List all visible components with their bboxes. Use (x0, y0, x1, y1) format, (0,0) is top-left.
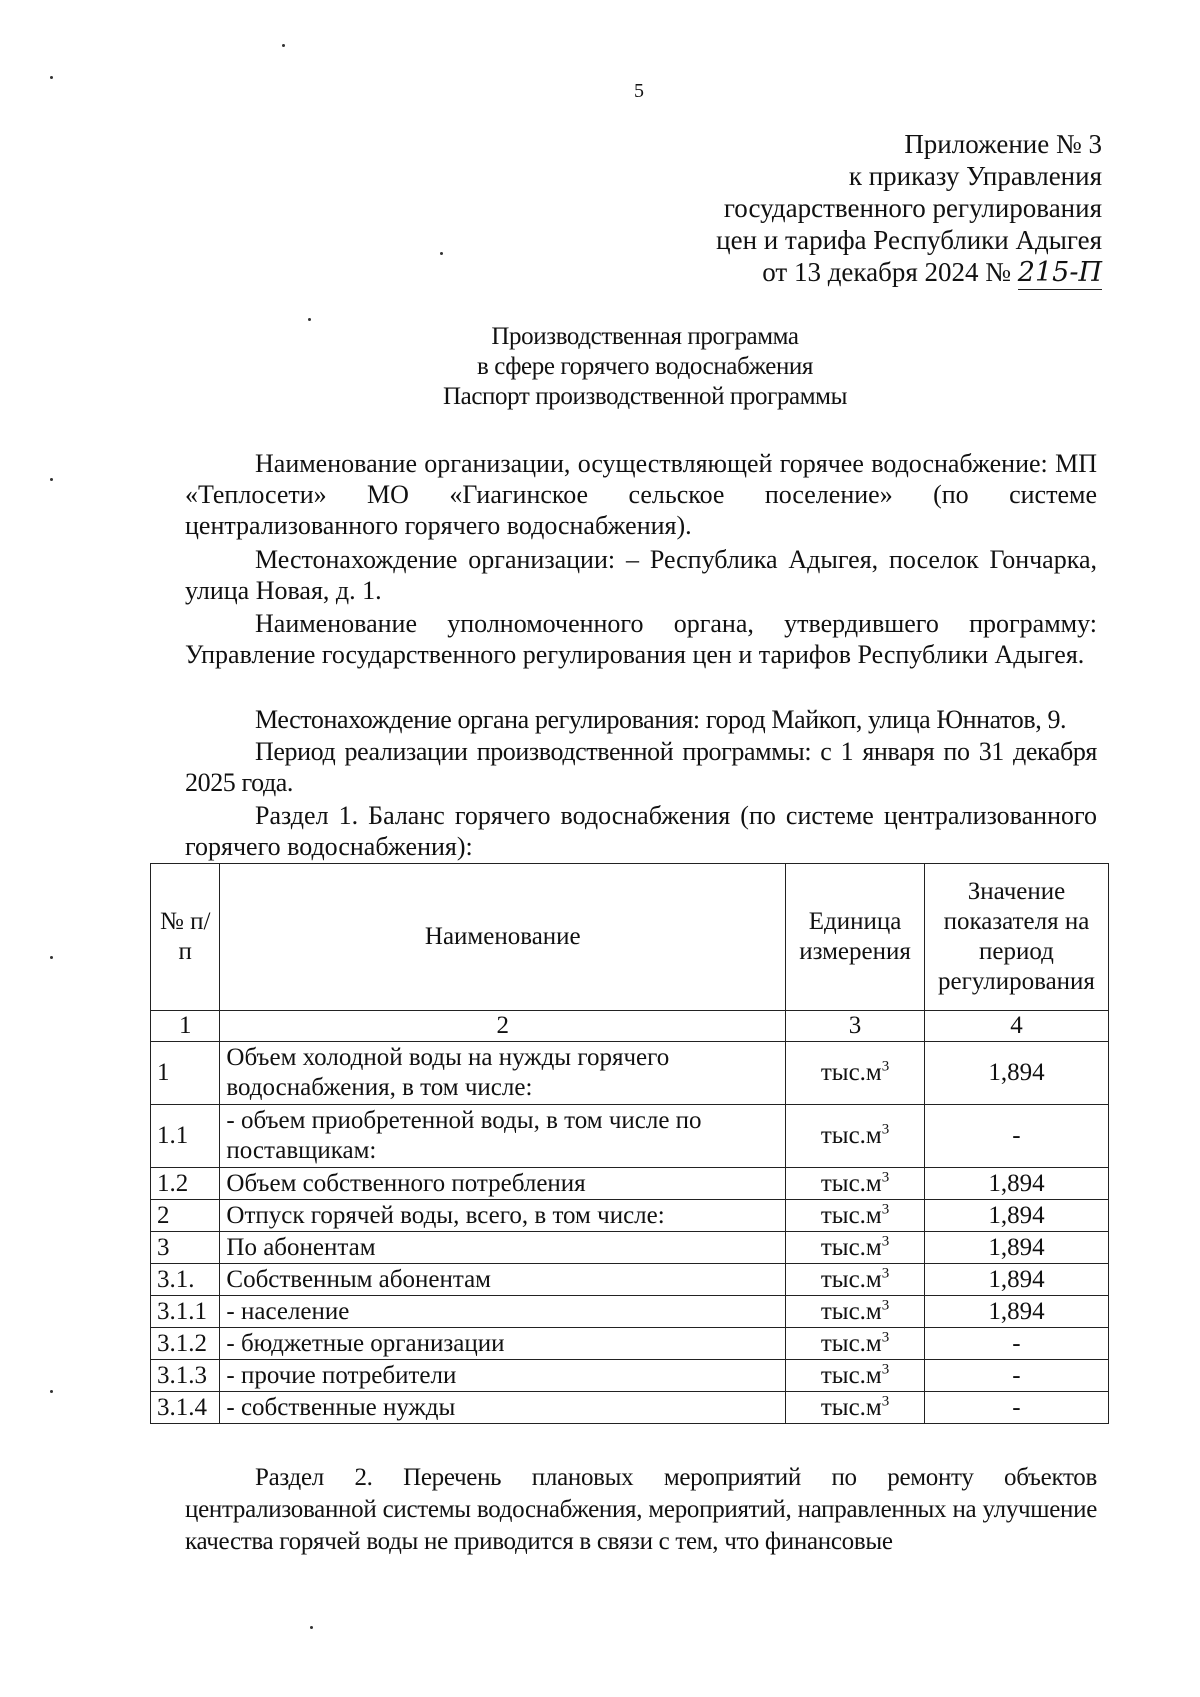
unit-exponent: 3 (881, 1201, 890, 1218)
table-row (151, 1200, 1109, 1232)
row-number: 1.2 (151, 1168, 220, 1200)
unit-base: тыс.м (820, 1265, 882, 1293)
row-number: 3.1.4 (151, 1392, 220, 1424)
unit-exponent: 3 (881, 1297, 890, 1314)
row-value: - (924, 1105, 1108, 1168)
row-name: Объем холодной воды на нужды горячего водоснабжения, в том числе: (220, 1042, 786, 1105)
appendix-line: Приложение № 3 (904, 129, 1102, 159)
row-value: 1,894 (924, 1264, 1108, 1296)
table-body (151, 1042, 1109, 1424)
row-unit (786, 1392, 925, 1424)
column-number-row (151, 1011, 1109, 1042)
unit-exponent: 3 (881, 1393, 890, 1410)
section2-paragraph: Раздел 2. Перечень плановых мероприятий по ремонту объектов централизованной системы водоснабжения, мероприятий, направленных на улучшение качества горячей воды не приводится в связи с тем, что финансовые (185, 1464, 1097, 1555)
scan-speck (50, 478, 53, 481)
title-line: в сфере горячего водоснабжения (477, 353, 813, 380)
column-number: 4 (924, 1011, 1108, 1042)
unit-base: тыс.м (820, 1201, 882, 1229)
appendix-line: к приказу Управления (848, 161, 1102, 191)
table-row (151, 1360, 1109, 1392)
section1-title: Раздел 1. Баланс горячего водоснабжения (по системе централизованного горячего водоснабжения): (185, 801, 1097, 861)
appendix-line: государственного регулирования (723, 193, 1102, 223)
scan-speck (308, 318, 311, 321)
unit-exponent: 3 (881, 1058, 890, 1075)
row-name: Объем собственного потребления (220, 1168, 786, 1200)
row-number: 1 (151, 1042, 220, 1105)
unit-exponent: 3 (881, 1361, 890, 1378)
unit-base: тыс.м (820, 1169, 882, 1197)
column-number: 3 (786, 1011, 925, 1042)
period-paragraph: Период реализации производственной программы: с 1 января по 31 декабря 2025 года. (185, 737, 1097, 797)
scan-speck (440, 252, 443, 255)
org-location-paragraph: Местонахождение организации: – Республика Адыгея, поселок Гончарка, улица Новая, д. 1. (185, 545, 1097, 605)
table-row (151, 1392, 1109, 1424)
table-row (151, 1232, 1109, 1264)
appendix-header (716, 128, 1102, 290)
balance-table (150, 863, 1109, 1424)
unit-base: тыс.м (820, 1297, 882, 1325)
title-line: Производственная программа (491, 323, 799, 350)
row-name: - прочие потребители (220, 1360, 786, 1392)
table-row (151, 1105, 1109, 1168)
scan-speck (50, 956, 53, 959)
row-number: 3 (151, 1232, 220, 1264)
row-number: 3.1.3 (151, 1360, 220, 1392)
order-date: от 13 декабря 2024 № (762, 257, 1018, 287)
title-line: Паспорт производственной программы (443, 383, 847, 410)
row-value: - (924, 1360, 1108, 1392)
appendix-line: цен и тарифа Республики Адыгея (716, 225, 1102, 255)
page-number: 5 (634, 80, 644, 102)
row-name: - объем приобретенной воды, в том числе по поставщикам: (220, 1105, 786, 1168)
row-number: 1.1 (151, 1105, 220, 1168)
row-value: 1,894 (924, 1296, 1108, 1328)
column-number: 1 (151, 1011, 220, 1042)
row-value: - (924, 1392, 1108, 1424)
document-title (0, 322, 1200, 412)
scan-speck (282, 44, 285, 47)
row-unit (786, 1200, 925, 1232)
row-unit (786, 1232, 925, 1264)
unit-base: тыс.м (820, 1361, 882, 1389)
unit-exponent: 3 (881, 1169, 890, 1186)
row-unit (786, 1042, 925, 1105)
row-unit (786, 1105, 925, 1168)
column-number: 2 (220, 1011, 786, 1042)
row-name: Собственным абонентам (220, 1264, 786, 1296)
table-row (151, 1296, 1109, 1328)
header-unit: Единица измерения (786, 864, 925, 1011)
table-row (151, 1264, 1109, 1296)
table-header-row (151, 864, 1109, 1011)
header-name: Наименование (220, 864, 786, 1011)
scan-speck (50, 76, 53, 79)
row-name: - собственные нужды (220, 1392, 786, 1424)
unit-base: тыс.м (820, 1122, 882, 1149)
header-value: Значение показателя на период регулирования (924, 864, 1108, 1011)
row-name: - бюджетные организации (220, 1328, 786, 1360)
row-name: По абонентам (220, 1232, 786, 1264)
unit-exponent: 3 (881, 1265, 890, 1282)
row-value: 1,894 (924, 1042, 1108, 1105)
row-number: 2 (151, 1200, 220, 1232)
table-row (151, 1042, 1109, 1105)
authority-name-paragraph: Наименование уполномоченного органа, утвердившего программу: Управление государственного регулирования цен и тарифов Республики Адыгея. (185, 609, 1097, 669)
row-unit (786, 1296, 925, 1328)
row-unit (786, 1360, 925, 1392)
scan-speck (50, 1390, 53, 1393)
table-row (151, 1328, 1109, 1360)
row-number: 3.1.1 (151, 1296, 220, 1328)
appendix-order-line (716, 256, 1102, 290)
table-row (151, 1168, 1109, 1200)
row-value: 1,894 (924, 1168, 1108, 1200)
scan-speck (310, 1626, 313, 1629)
header-no: № п/п (151, 864, 220, 1011)
row-number: 3.1.2 (151, 1328, 220, 1360)
row-number: 3.1. (151, 1264, 220, 1296)
row-value: 1,894 (924, 1200, 1108, 1232)
row-unit (786, 1328, 925, 1360)
handwritten-order-number: 215-П (1017, 257, 1102, 288)
row-name: - население (220, 1296, 786, 1328)
authority-location-paragraph: Местонахождение органа регулирования: город Майкоп, улица Юннатов, 9. (255, 705, 1067, 734)
unit-exponent: 3 (881, 1121, 890, 1138)
row-name: Отпуск горячей воды, всего, в том числе: (220, 1200, 786, 1232)
row-value: - (924, 1328, 1108, 1360)
unit-base: тыс.м (820, 1233, 882, 1261)
unit-base: тыс.м (820, 1329, 882, 1357)
org-name-paragraph: Наименование организации, осуществляющей горячее водоснабжение: МП «Теплосети» МО «Гиагинское сельское поселение» (по системе централизованного горячего водоснабжения). (185, 449, 1097, 540)
row-unit (786, 1264, 925, 1296)
row-unit (786, 1168, 925, 1200)
unit-exponent: 3 (881, 1329, 890, 1346)
unit-base: тыс.м (820, 1059, 882, 1086)
row-value: 1,894 (924, 1232, 1108, 1264)
unit-base: тыс.м (820, 1393, 882, 1421)
unit-exponent: 3 (881, 1233, 890, 1250)
